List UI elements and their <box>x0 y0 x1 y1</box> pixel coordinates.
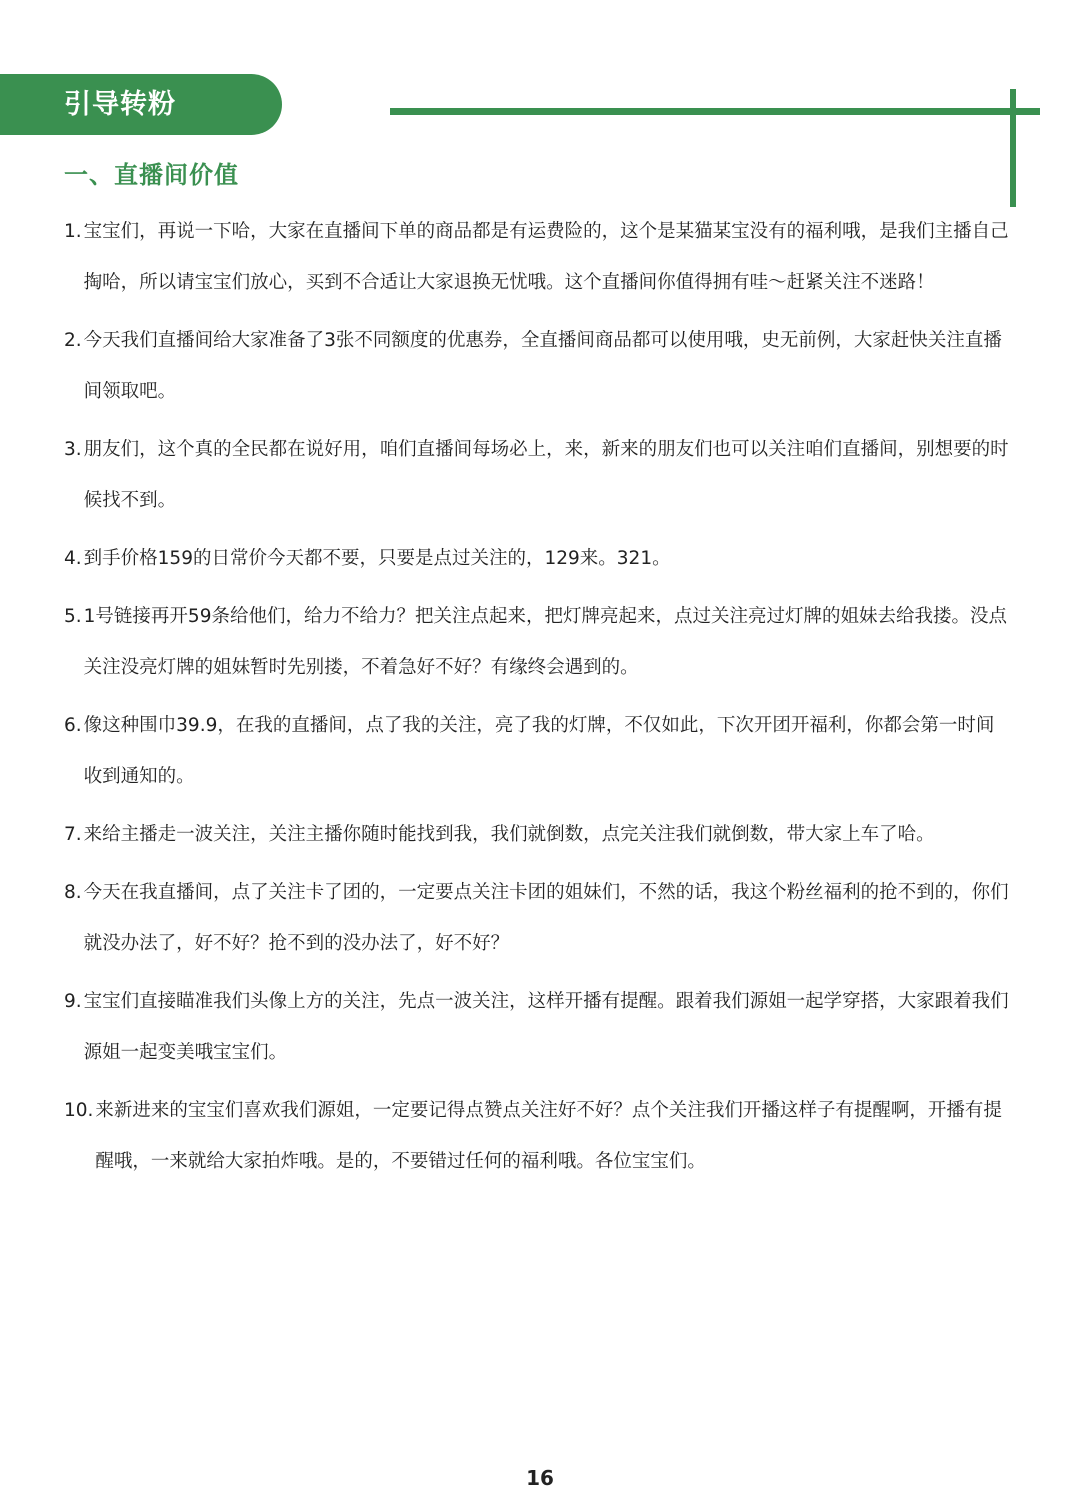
decorative-vertical-line <box>1010 89 1016 207</box>
list-item-text: 朋友们，这个真的全民都在说好用，咱们直播间每场必上，来，新来的朋友们也可以关注咱们直播间，别想要的时候找不到。 <box>83 439 1009 511</box>
list-item <box>64 315 1009 417</box>
list-item-text: 宝宝们直接瞄准我们头像上方的关注，先点一波关注，这样开播有提醒。跟着我们源姐一起学穿搭，大家跟着我们源姐一起变美哦宝宝们。 <box>83 991 1009 1063</box>
page-number: 16 <box>526 1466 554 1490</box>
list-item-number: 6. <box>64 715 82 736</box>
list-item-text: 今天在我直播间，点了关注卡了团的，一定要点关注卡团的姐妹们，不然的话，我这个粉丝福利的抢不到的，你们就没办法了，好不好？抢不到的没办法了，好不好？ <box>83 882 1009 954</box>
section-title: 一、直播间价值 <box>64 161 239 189</box>
script-list <box>64 206 1009 1194</box>
list-item <box>64 206 1009 308</box>
list-item-number: 8. <box>64 882 82 903</box>
list-item-text: 今天我们直播间给大家准备了3张不同额度的优惠券，全直播间商品都可以使用哦，史无前例，大家赶快关注直播间领取吧。 <box>83 330 1002 402</box>
list-item-number: 3. <box>64 439 82 460</box>
list-item <box>64 591 1009 693</box>
list-item <box>64 1085 1009 1187</box>
list-item-number: 9. <box>64 991 82 1012</box>
list-item <box>64 867 1009 969</box>
list-item-number: 1. <box>64 221 82 242</box>
page-title: 引导转粉 <box>64 89 176 120</box>
list-item-text: 来新进来的宝宝们喜欢我们源姐，一定要记得点赞点关注好不好？点个关注我们开播这样子有提醒啊，开播有提醒哦，一来就给大家拍炸哦。是的，不要错过任何的福利哦。各位宝宝们。 <box>95 1100 1002 1172</box>
list-item-text: 1号链接再开59条给他们，给力不给力？把关注点起来，把灯牌亮起来，点过关注亮过灯牌的姐妹去给我搂。没点关注没亮灯牌的姐妹暂时先别搂，不着急好不好？有缘终会遇到的。 <box>83 606 1007 678</box>
list-item-text: 来给主播走一波关注，关注主播你随时能找到我，我们就倒数，点完关注我们就倒数，带大家上车了哈。 <box>83 824 935 845</box>
list-item-number: 2. <box>64 330 82 351</box>
list-item-number: 4. <box>64 548 82 569</box>
list-item <box>64 976 1009 1078</box>
list-item-number: 10. <box>64 1100 94 1121</box>
decorative-horizontal-line <box>390 108 1040 115</box>
list-item-text: 到手价格159的日常价今天都不要，只要是点过关注的，129来。321。 <box>83 548 671 569</box>
list-item-number: 5. <box>64 606 82 627</box>
list-item <box>64 809 1009 860</box>
list-item-text: 像这种围巾39.9，在我的直播间，点了我的关注，亮了我的灯牌，不仅如此，下次开团开福利，你都会第一时间收到通知的。 <box>83 715 995 787</box>
list-item <box>64 424 1009 526</box>
list-item <box>64 533 1009 584</box>
list-item-number: 7. <box>64 824 82 845</box>
list-item-text: 宝宝们，再说一下哈，大家在直播间下单的商品都是有运费险的，这个是某猫某宝没有的福利哦，是我们主播自己掏哈，所以请宝宝们放心，买到不合适让大家退换无忧哦。这个直播间你值得拥有哇～赶紧关注不迷路！ <box>83 221 1009 293</box>
title-tab <box>0 74 282 135</box>
list-item <box>64 700 1009 802</box>
